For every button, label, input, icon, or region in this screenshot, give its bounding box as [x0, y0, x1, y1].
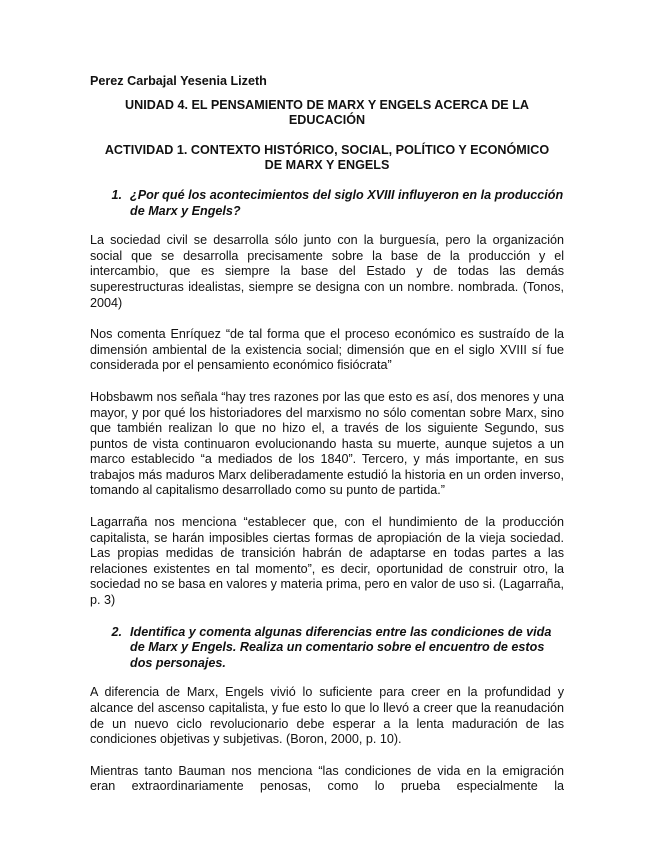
unit-title-line-2: EDUCACIÓN	[288, 113, 366, 128]
question-2	[90, 625, 564, 672]
paragraph-bauman: Mientras tanto Bauman nos menciona “las condiciones de vida en la emigración eran extraordinariamente penosas, como lo prueba especialmente la	[90, 763, 564, 794]
paragraph-lagarrana: Lagarraña nos menciona “establecer que, con el hundimiento de la producción capitalista, se harán imposibles ciertas formas de apropiación de la vieja sociedad. Las propias medidas de transición habrán de adaptarse en todas partes a las relaciones existentes en tal momento”, es decir, oportunidad de construir otro, la sociedad no se basa en valores y materia prima, pero en valor de uso si. (Lagarraña, p. 3)	[90, 515, 564, 608]
activity-title	[90, 143, 564, 174]
paragraph-enriquez: Nos comenta Enríquez “de tal forma que el proceso económico es sustraído de la dimensión ambiental de la existencia social; dimensión que en el siglo XVIII sí fue considerada por el pensamiento económico fisiócrata”	[90, 327, 564, 373]
activity-title-line-1: ACTIVIDAD 1. CONTEXTO HISTÓRICO, SOCIAL, POLÍTICO Y ECONÓMICO	[104, 142, 550, 157]
question-1	[90, 188, 564, 219]
unit-title	[90, 98, 564, 129]
question-1-text: ¿Por qué los acontecimientos del siglo XVIII influyeron en la producción de Marx y Engels?	[130, 187, 564, 218]
question-1-number: 1.	[111, 187, 122, 202]
question-2-text: Identifica y comenta algunas diferencias entre las condiciones de vida de Marx y Engels. Realiza un comentario sobre el encuentro de estos dos personajes.	[130, 624, 552, 670]
author-name: Perez Carbajal Yesenia Lizeth	[90, 74, 267, 88]
unit-title-line-1: UNIDAD 4. EL PENSAMIENTO DE MARX Y ENGELS ACERCA DE LA	[125, 97, 529, 112]
paragraph-boron: A diferencia de Marx, Engels vivió lo suficiente para creer en la profundidad y alcance del ascenso capitalista, y fue esto lo que lo llevó a creer que la reanudación de un nuevo ciclo revolucionario debe esperar a la lenta maduración de las condiciones objetivas y subjetivas. (Boron, 2000, p. 10).	[90, 685, 564, 747]
paragraph-tonos: La sociedad civil se desarrolla sólo junto con la burguesía, pero la organización social que se desarrolla precisamente sobre la base de la producción y el intercambio, que es siempre la base del Estado y de todas las demás superestructuras idealistas, siempre se designa con un nombre. nombrada. (Tonos, 2004)	[90, 233, 564, 310]
document-page	[90, 74, 564, 795]
question-2-number: 2.	[111, 624, 122, 639]
paragraph-hobsbawm: Hobsbawm nos señala “hay tres razones por las que esto es así, dos menores y una mayor, y por qué los historiadores del marxismo no sólo comentan sobre Marx, sino que también realizan lo que no hizo el, a través de los siguiente Segundo, sus puntos de vista continuaron evolucionando hasta su muerte, aunque sujetos a un marco establecido “a mediados de los 1840”. Tercero, y más importante, en sus trabajos más maduros Marx deliberadamente estudió la historia en un orden inverso, tomando al capitalismo desarrollado como su punto de partida.”	[90, 389, 564, 498]
activity-title-line-2: DE MARX Y ENGELS	[264, 158, 390, 173]
